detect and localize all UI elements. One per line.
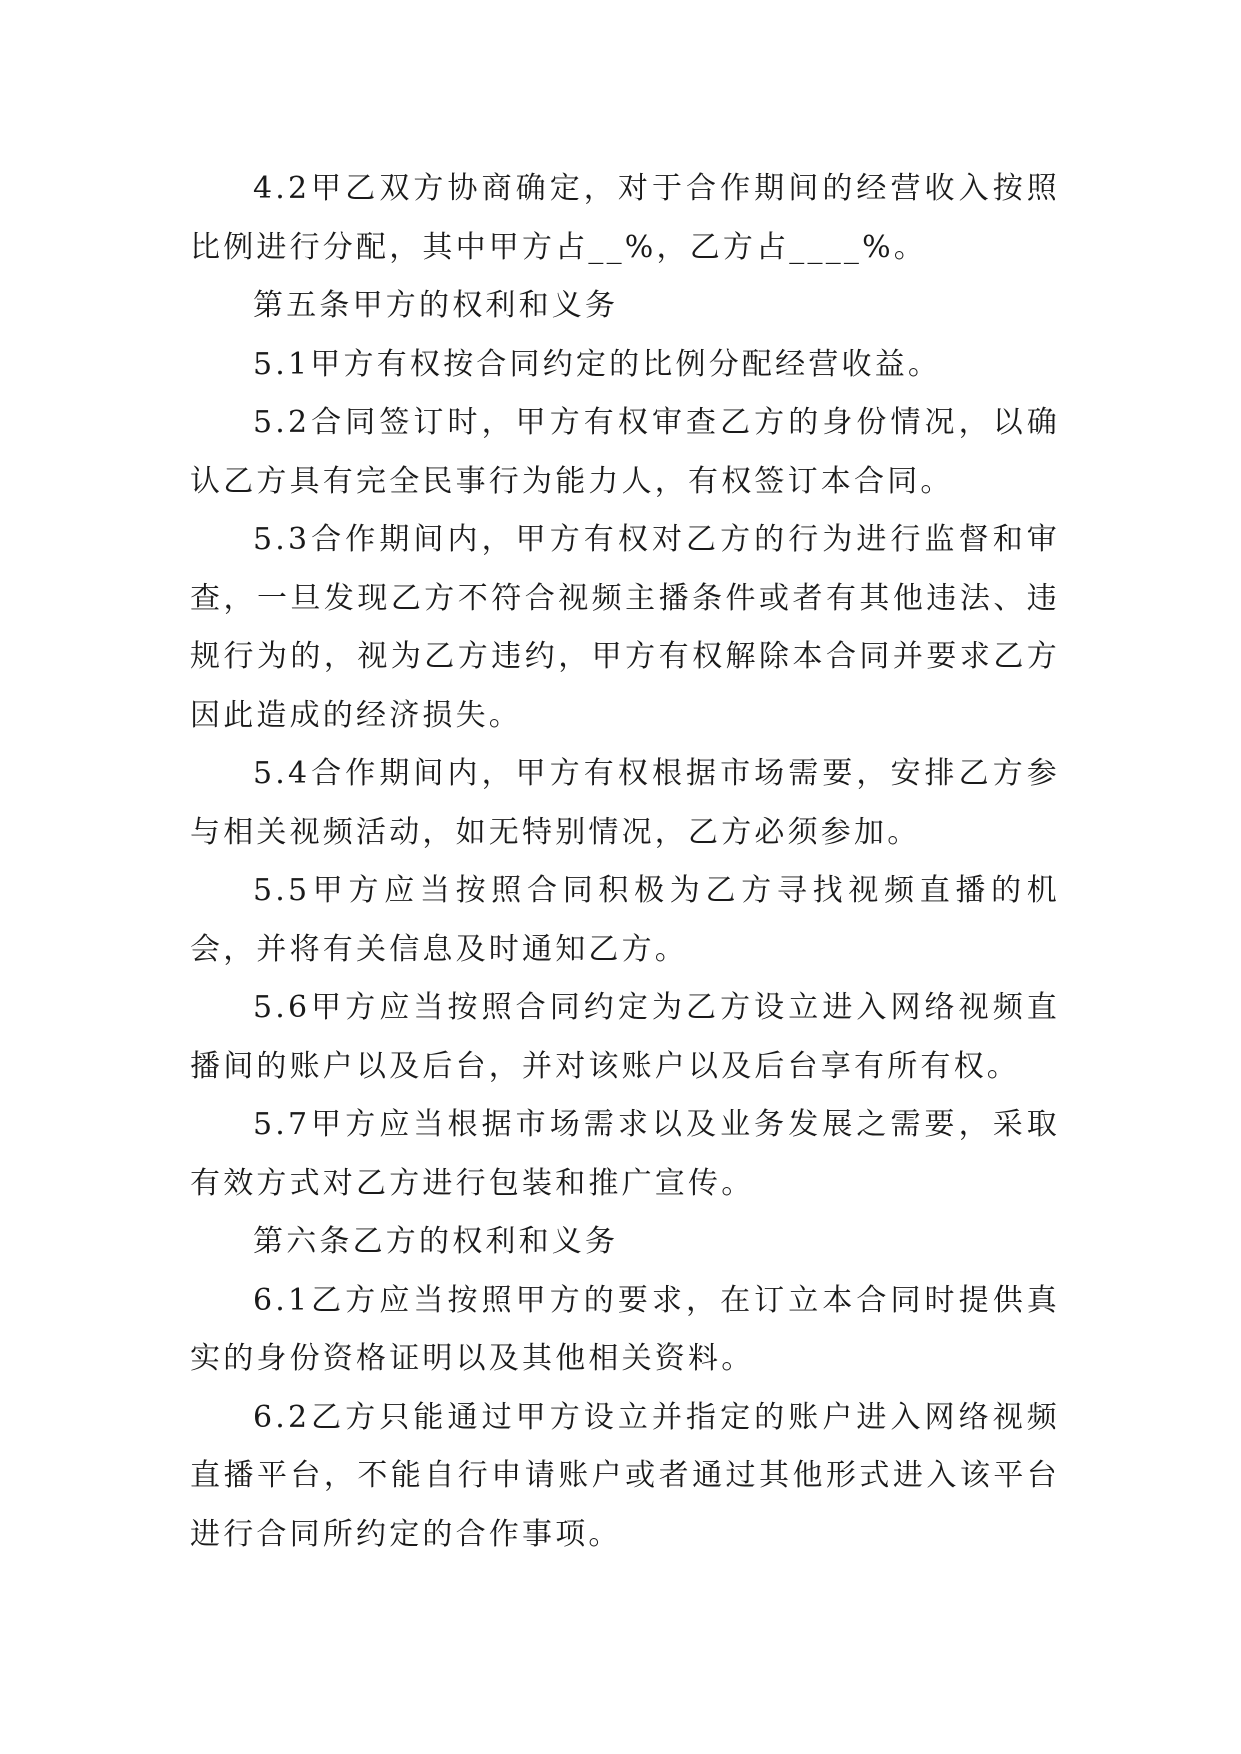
clause-6-2: 6.2乙方只能通过甲方设立并指定的账户进入网络视频直播平台，不能自行申请账户或者通过其他形式进入该平台进行合同所约定的合作事项。 xyxy=(190,1399,1060,1552)
section-heading-6: 第六条乙方的权利和义务 xyxy=(253,1224,619,1259)
clause-4-2: 4.2甲乙双方协商确定，对于合作期间的经营收入按照比例进行分配，其中甲方占__%，乙方占____%。 xyxy=(190,171,1060,265)
clause-5-1: 5.1甲方有权按合同约定的比例分配经营收益。 xyxy=(253,346,942,382)
clause-5-3: 5.3合作期间内，甲方有权对乙方的行为进行监督和审查，一旦发现乙方不符合视频主播条件或者有其他违法、违规行为的，视为乙方违约，甲方有权解除本合同并要求乙方因此造成的经济损失。 xyxy=(190,522,1060,733)
clause-5-6: 5.6甲方应当按照合同约定为乙方设立进入网络视频直播间的账户以及后台，并对该账户以及后台享有所有权。 xyxy=(190,990,1060,1084)
section-heading-5: 第五条甲方的权利和义务 xyxy=(253,288,619,323)
document-body xyxy=(190,160,1060,1564)
clause-5-7: 5.7甲方应当根据市场需求以及业务发展之需要，采取有效方式对乙方进行包装和推广宣传。 xyxy=(190,1107,1060,1201)
clause-6-1: 6.1乙方应当按照甲方的要求，在订立本合同时提供真实的身份资格证明以及其他相关资料。 xyxy=(190,1282,1060,1376)
clause-5-4: 5.4合作期间内，甲方有权根据市场需要，安排乙方参与相关视频活动，如无特别情况，乙方必须参加。 xyxy=(190,756,1060,850)
clause-5-5: 5.5甲方应当按照合同积极为乙方寻找视频直播的机会，并将有关信息及时通知乙方。 xyxy=(190,873,1060,967)
clause-5-2: 5.2合同签订时，甲方有权审查乙方的身份情况，以确认乙方具有完全民事行为能力人，有权签订本合同。 xyxy=(190,405,1060,499)
